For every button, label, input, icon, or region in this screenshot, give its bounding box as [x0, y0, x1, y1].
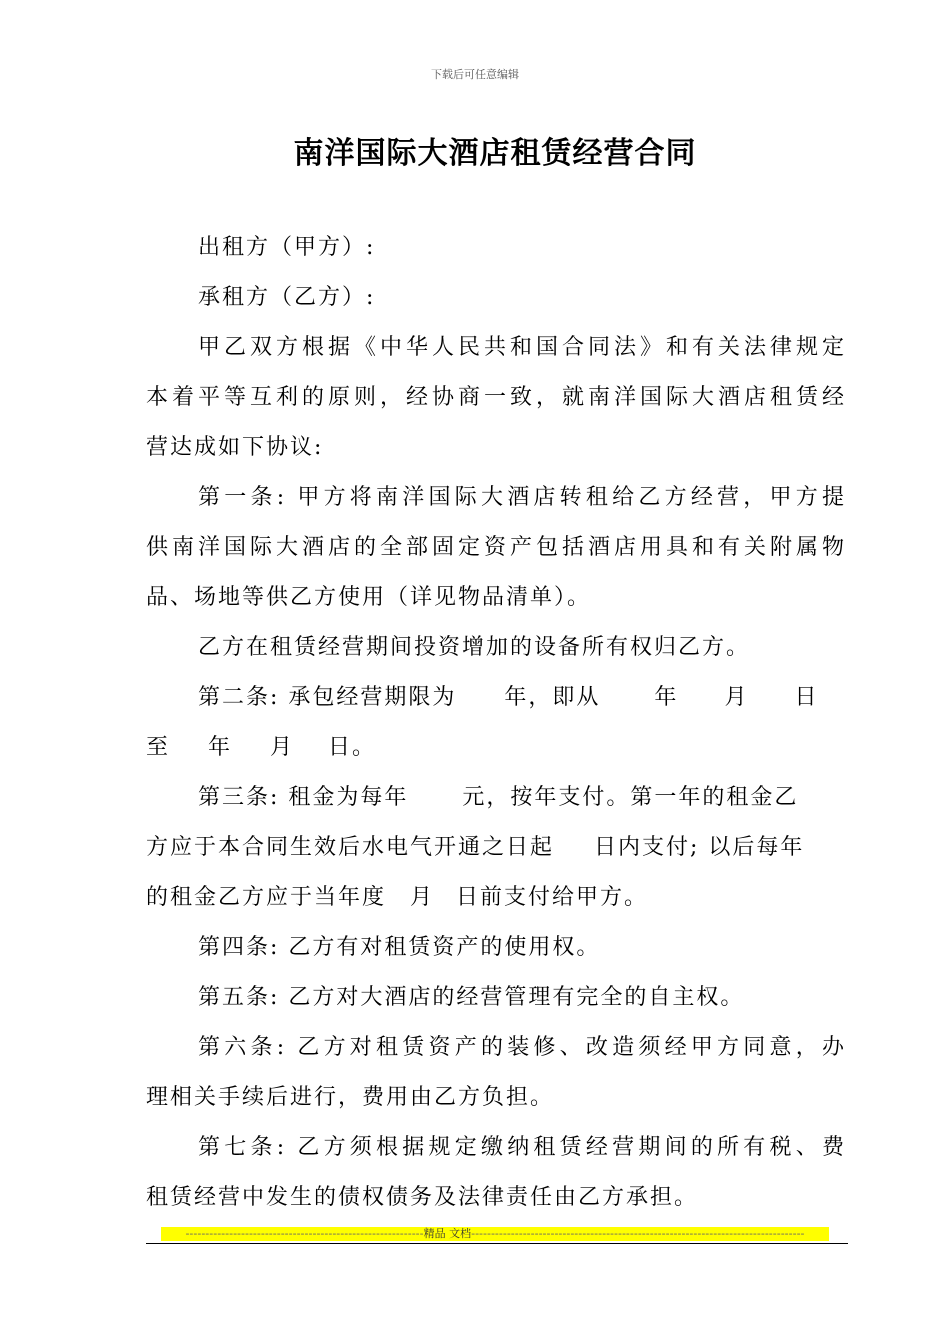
article2-part-c: 年 — [654, 685, 679, 710]
article2-part-b: 年，即从 — [504, 685, 601, 710]
article6-line-2: 理相关手续后进行，费用由乙方负担。 — [146, 1085, 555, 1110]
footer-rule — [146, 1243, 848, 1244]
preamble-line-2: 本着平等互利的原则，经协商一致，就南洋国际大酒店租赁经 — [146, 385, 846, 410]
article3-part-1a: 第三条: 租金为每年 — [198, 785, 409, 810]
preamble-line-1: 甲乙双方根据《中华人民共和国合同法》和有关法律规定 — [198, 335, 846, 360]
article2-part-g: 年 — [208, 735, 233, 760]
lessee-line: 承租方（乙方）: — [198, 285, 376, 310]
article4: 第四条: 乙方有对租赁资产的使用权。 — [198, 935, 601, 960]
article2-line-1 — [198, 682, 846, 714]
article6-line-1: 第六条: 乙方对租赁资产的装修、改造须经甲方同意，办 — [198, 1035, 846, 1060]
footer-banner — [161, 1227, 829, 1241]
article1-line-1: 第一条: 甲方将南洋国际大酒店转租给乙方经营，甲方提 — [198, 485, 846, 510]
article5: 第五条: 乙方对大酒店的经营管理有完全的自主权。 — [198, 985, 745, 1010]
article1-line-3: 品、场地等供乙方使用（详见物品清单）。 — [146, 585, 592, 610]
article3-line-2 — [146, 832, 846, 864]
article2-part-a: 第二条: 承包经营期限为 — [198, 685, 457, 710]
footer-label: 精品 文档 — [423, 1227, 472, 1240]
document-title: 南洋国际大酒店租赁经营合同 — [293, 136, 697, 171]
header-note: 下载后可任意编辑 — [431, 68, 519, 81]
footer-dashes-right: ------------------------------------------------------------------------------------ — [471, 1227, 805, 1240]
article1-note: 乙方在租赁经营期间投资增加的设备所有权归乙方。 — [198, 635, 751, 660]
article2-part-d: 月 — [724, 685, 749, 710]
article3-part-1b: 元，按年支付。第一年的租金乙 — [462, 785, 799, 810]
lessor-line: 出租方（甲方）: — [198, 235, 376, 260]
article3-part-2a: 方应于本合同生效后水电气开通之日起 — [146, 835, 555, 860]
article3-line-1 — [198, 782, 846, 814]
article2-part-e: 日 — [794, 685, 819, 710]
article2-part-h: 月 — [270, 735, 295, 760]
article3-part-2b: 日内支付; 以后每年 — [594, 835, 805, 860]
article7-line-2: 租赁经营中发生的债权债务及法律责任由乙方承担。 — [146, 1185, 699, 1210]
article2-part-f: 至 — [146, 735, 171, 760]
article1-line-2: 供南洋国际大酒店的全部固定资产包括酒店用具和有关附属物 — [146, 535, 846, 560]
article7-line-1: 第七条: 乙方须根据规定缴纳租赁经营期间的所有税、费 — [198, 1135, 846, 1160]
article2-line-2 — [146, 732, 846, 764]
preamble-line-3: 营达成如下协议: — [146, 435, 324, 460]
article3-part-3a: 的租金乙方应于当年度 — [146, 885, 387, 910]
article3-part-3b: 月 — [410, 885, 435, 910]
footer-dashes-left: ------------------------------------------------------------ — [185, 1227, 424, 1240]
article3-part-3c: 日前支付给甲方。 — [456, 885, 649, 910]
article3-line-3 — [146, 882, 846, 914]
article2-part-i: 日。 — [328, 735, 377, 760]
